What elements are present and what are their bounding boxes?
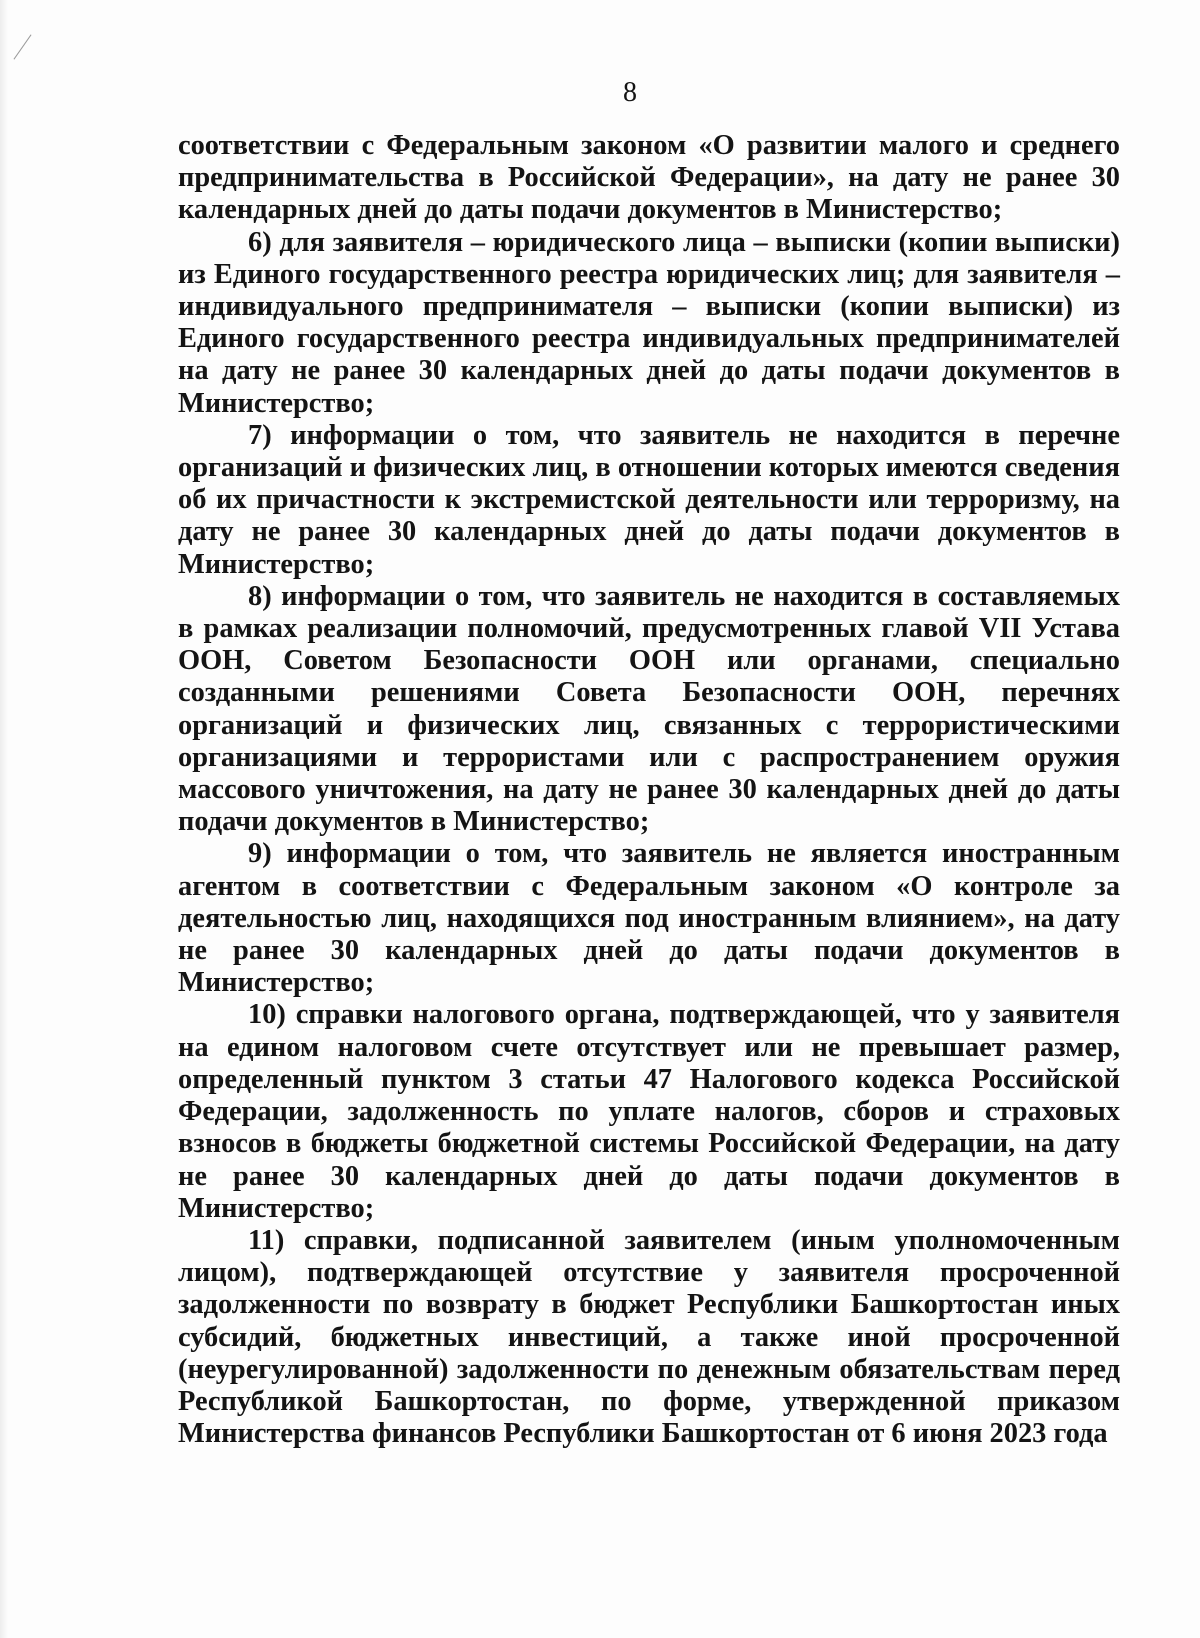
- scan-edge-shadow: [0, 0, 8, 1638]
- paragraph-item-6: 6) для заявителя – юридического лица – выписки (копии выписки) из Единого государственного реестра юридических лиц; для заявителя – индивидуального предпринимателя – выписки (копии выписки) из Единого государственного реестра индивидуальных предпринимателей на дату не ранее 30 календарных дней до даты подачи документов в Министерство;: [178, 226, 1120, 419]
- paragraph-item-8: 8) информации о том, что заявитель не находится в составляемых в рамках реализации полномочий, предусмотренных главой VII Устава ООН, Советом Безопасности ООН или органами, специально созданными решениями Совета Безопасности ООН, перечнях организаций и физических лиц, связанных с террористическими организациями и террористами или с распространением оружия массового уничтожения, на дату не ранее 30 календарных дней до даты подачи документов в Министерство;: [178, 580, 1120, 838]
- paragraph-item-11: 11) справки, подписанной заявителем (иным уполномоченным лицом), подтверждающей отсутствие у заявителя просроченной задолженности по возврату в бюджет Республики Башкортостан иных субсидий, бюджетных инвестиций, а также иной просроченной (неурегулированной) задолженности по денежным обязательствам перед Республикой Башкортостан, по форме, утвержденной приказом Министерства финансов Республики Башкортостан от 6 июня 2023 года: [178, 1224, 1120, 1450]
- paragraph-item-9: 9) информации о том, что заявитель не является иностранным агентом в соответствии с Федеральным законом «О контроле за деятельностью лиц, находящихся под иностранным влиянием», на дату не ранее 30 календарных дней до даты подачи документов в Министерство;: [178, 838, 1120, 999]
- scan-mark: [13, 34, 31, 59]
- body-text: [178, 130, 1120, 1450]
- page-number: 8: [623, 77, 637, 108]
- paragraph-continuation: соответствии с Федеральным законом «О развитии малого и среднего предпринимательства в Российской Федерации», на дату не ранее 30 календарных дней до даты подачи документов в Министерство;: [178, 130, 1120, 226]
- paragraph-item-10: 10) справки налогового органа, подтверждающей, что у заявителя на едином налоговом счете отсутствует или не превышает размер, определенный пунктом 3 статьи 47 Налогового кодекса Российской Федерации, задолженность по уплате налогов, сборов и страховых взносов в бюджеты бюджетной системы Российской Федерации, на дату не ранее 30 календарных дней до даты подачи документов в Министерство;: [178, 999, 1120, 1224]
- paragraph-item-7: 7) информации о том, что заявитель не находится в перечне организаций и физических лиц, в отношении которых имеются сведения об их причастности к экстремистской деятельности или терроризму, на дату не ранее 30 календарных дней до даты подачи документов в Министерство;: [178, 419, 1120, 580]
